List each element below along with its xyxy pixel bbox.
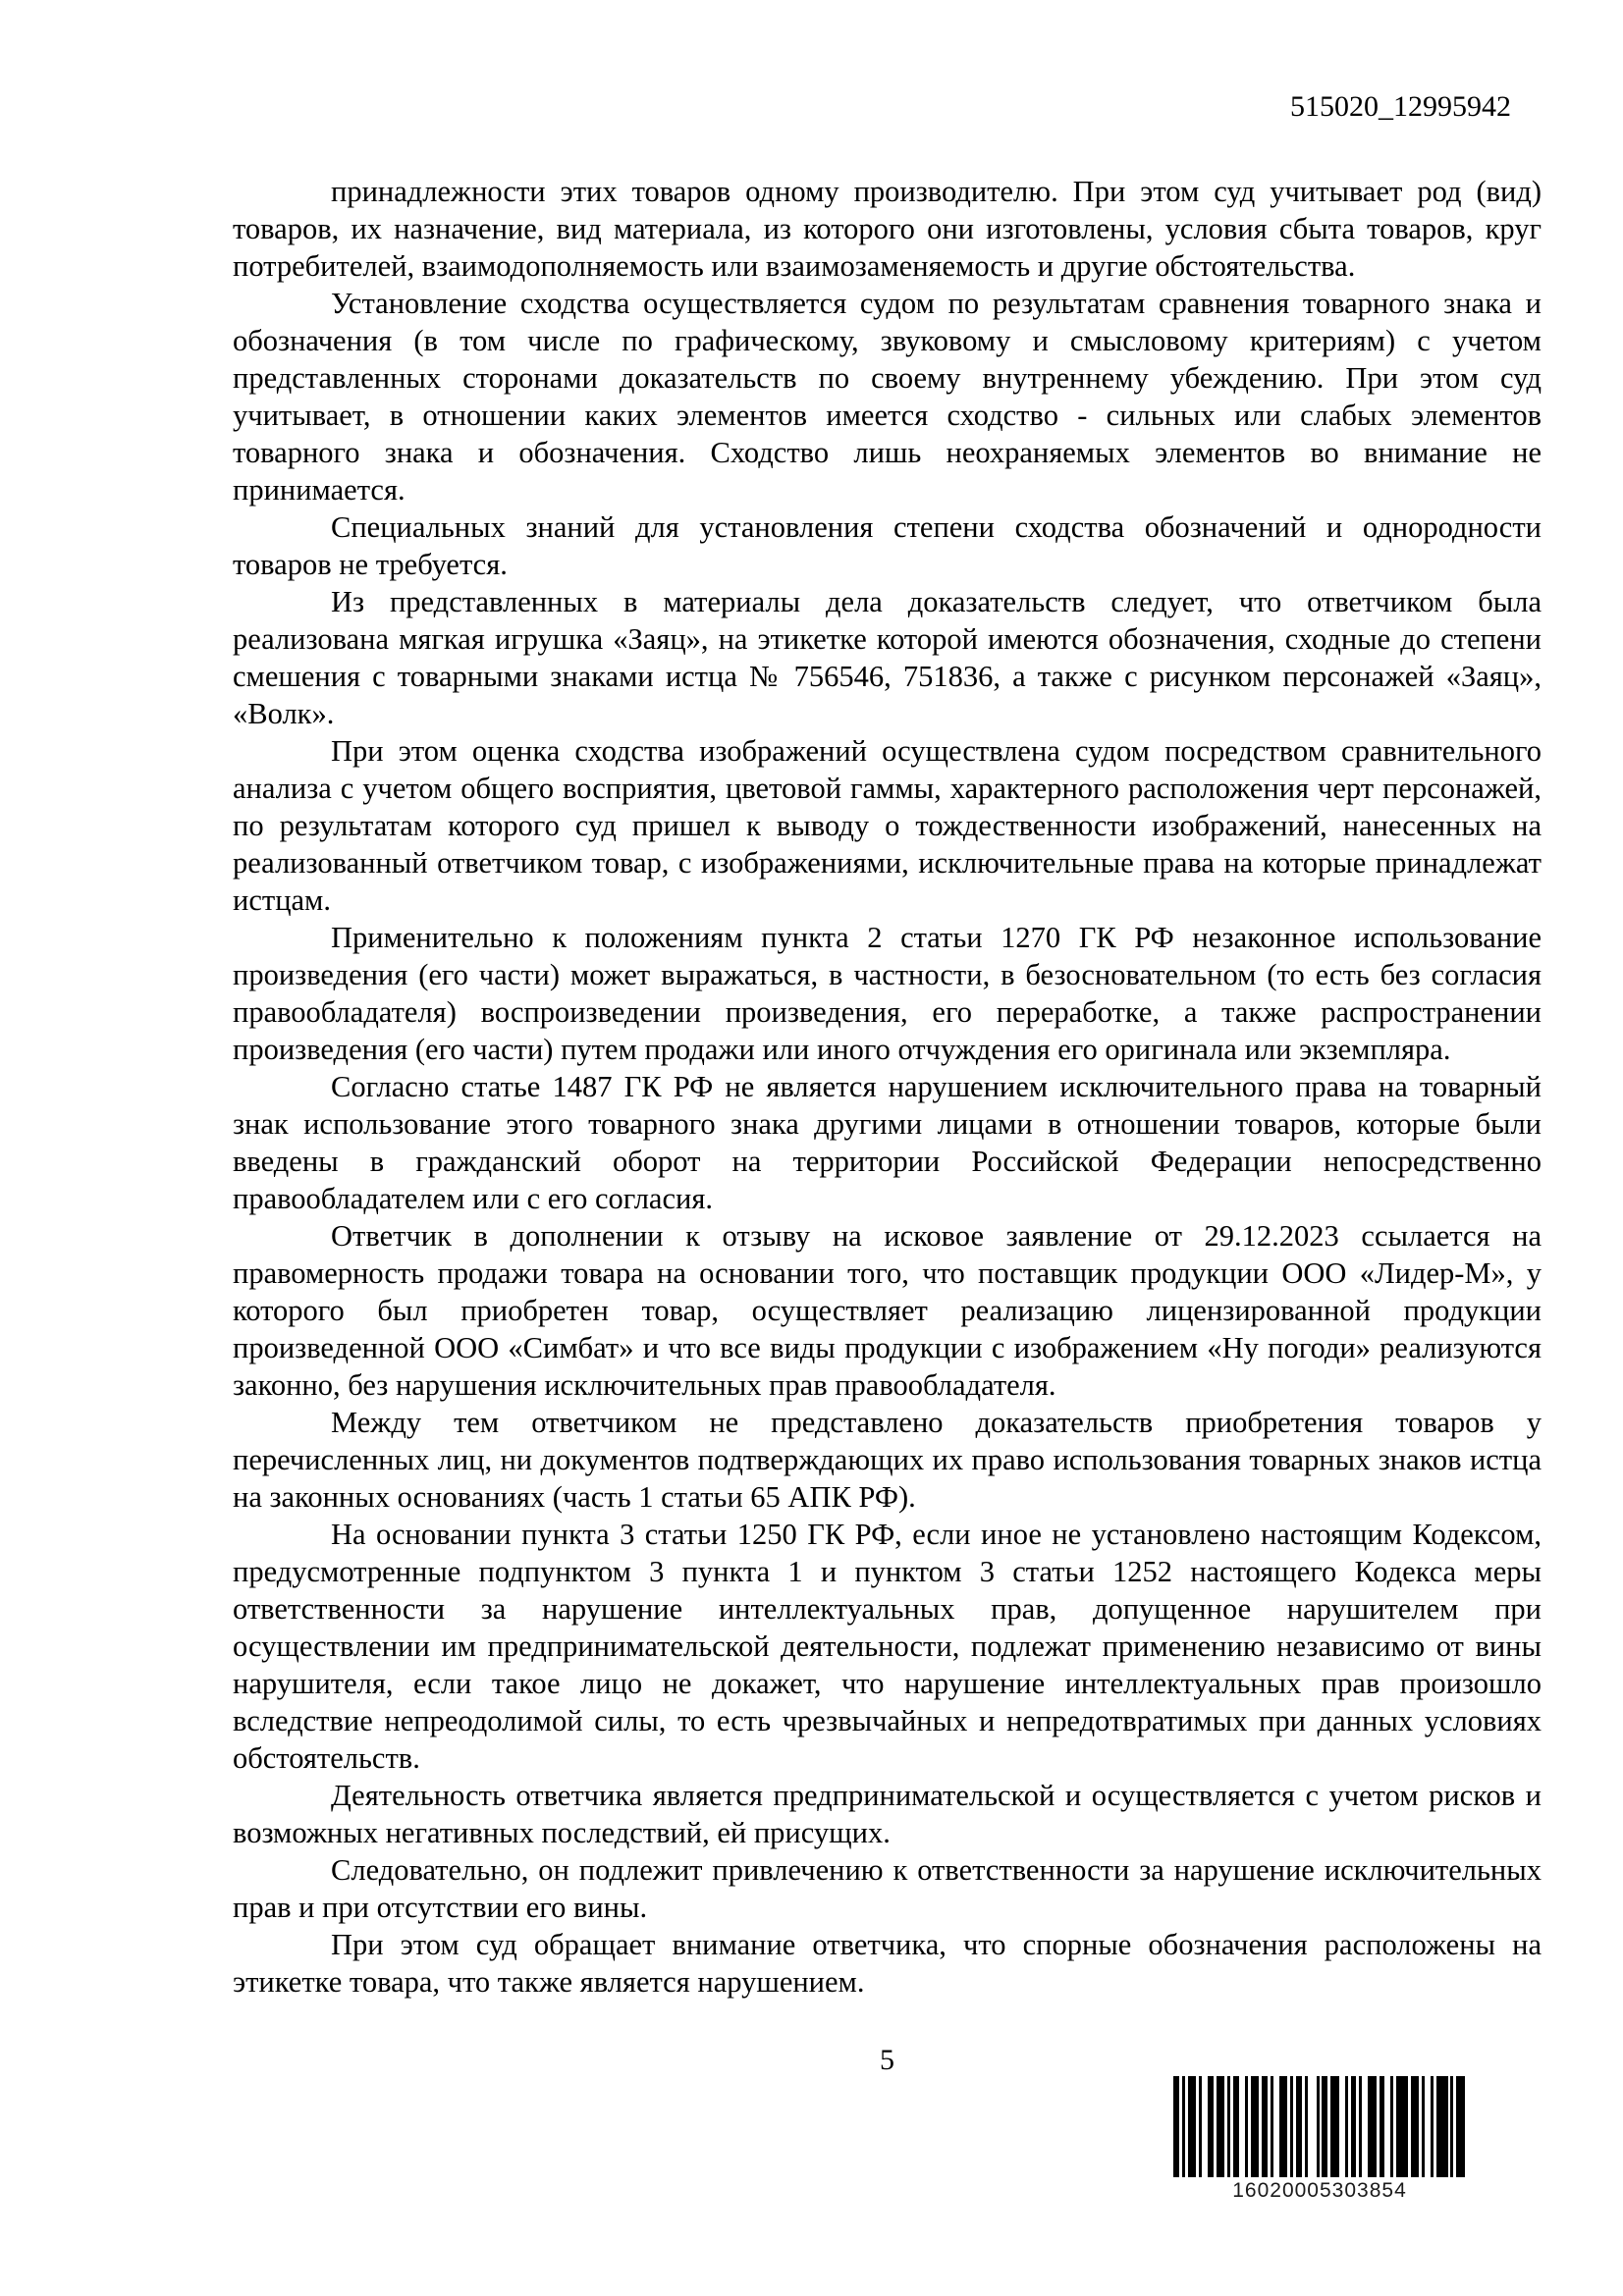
paragraph: Согласно статье 1487 ГК РФ не является нарушением исключительного права на товарный знак использование этого товарного знака другими лицами в отношении товаров, которые были введены в гражданский оборот на территории Российской Федерации непосредственно правообладателем или с его согласия. (233, 1070, 1542, 1215)
barcode (1173, 2076, 1466, 2203)
paragraph: При этом суд обращает внимание ответчика, что спорные обозначения расположены на этикетке товара, что также является нарушением. (233, 1928, 1542, 1999)
paragraph: Из представленных в материалы дела доказательств следует, что ответчиком была реализована мягкая игрушка «Заяц», на этикетке которой имеются обозначения, сходные до степени смешения с товарными знаками истца № 756546, 751836, а также с рисунком персонажей «Заяц», «Волк». (233, 585, 1542, 730)
paragraph: Между тем ответчиком не представлено доказательств приобретения товаров у перечисленных лиц, ни документов подтверждающих их право использования товарных знаков истца на законных основаниях (часть 1 статьи 65 АПК РФ). (233, 1406, 1542, 1514)
paragraph: Применительно к положениям пункта 2 статьи 1270 ГК РФ незаконное использование произведения (его части) может выражаться, в частности, в безосновательном (то есть без согласия правообладателя) воспроизведении произведения, его переработке, а также распространении произведения (его части) путем продажи или иного отчуждения его оригинала или экземпляра. (233, 921, 1542, 1066)
paragraph: При этом оценка сходства изображений осуществлена судом посредством сравнительного анализа с учетом общего восприятия, цветовой гаммы, характерного расположения черт персонажей, по результатам которого суд пришел к выводу о тождественности изображений, нанесенных на реализованный ответчиком товар, с изображениями, исключительные права на которые принадлежат истцам. (233, 734, 1542, 917)
document-id: 515020_12995942 (1290, 90, 1511, 123)
paragraph: Специальных знаний для установления степени сходства обозначений и однородности товаров не требуется. (233, 510, 1542, 581)
paragraph: принадлежности этих товаров одному производителю. При этом суд учитывает род (вид) товаров, их назначение, вид материала, из которого они изготовлены, условия сбыта товаров, круг потребителей, взаимодополняемость или взаимозаменяемость и другие обстоятельства. (233, 175, 1542, 283)
document-body (233, 173, 1542, 2001)
barcode-bars-icon (1173, 2076, 1466, 2177)
barcode-number: 16020005303854 (1232, 2179, 1407, 2202)
paragraph: Ответчик в дополнении к отзыву на исковое заявление от 29.12.2023 ссылается на правомерность продажи товара на основании того, что поставщик продукции ООО «Лидер-М», у которого был приобретен товар, осуществляет реализацию лицензированной продукции произведенной ООО «Симбат» и что все виды продукции с изображением «Ну погоди» реализуются законно, без нарушения исключительных прав правообладателя. (233, 1219, 1542, 1402)
paragraph: Следовательно, он подлежит привлечению к ответственности за нарушение исключительных прав и при отсутствии его вины. (233, 1853, 1542, 1924)
page-number: 5 (880, 2044, 894, 2076)
paragraph: Установление сходства осуществляется судом по результатам сравнения товарного знака и обозначения (в том числе по графическому, звуковому и смысловому критериям) с учетом представленных сторонами доказательств по своему внутреннему убеждению. При этом суд учитывает, в отношении каких элементов имеется сходство - сильных или слабых элементов товарного знака и обозначения. Сходство лишь неохраняемых элементов во внимание не принимается. (233, 287, 1542, 507)
paragraph: Деятельность ответчика является предпринимательской и осуществляется с учетом рисков и возможных негативных последствий, ей присущих. (233, 1779, 1542, 1849)
paragraph: На основании пункта 3 статьи 1250 ГК РФ, если иное не установлено настоящим Кодексом, предусмотренные подпунктом 3 пункта 1 и пунктом 3 статьи 1252 настоящего Кодекса меры ответственности за нарушение интеллектуальных прав, допущенное нарушителем при осуществлении им предпринимательской деятельности, подлежат применению независимо от вины нарушителя, если такое лицо не докажет, что нарушение интеллектуальных прав произошло вследствие непреодолимой силы, то есть чрезвычайных и непредотвратимых при данных условиях обстоятельств. (233, 1518, 1542, 1775)
